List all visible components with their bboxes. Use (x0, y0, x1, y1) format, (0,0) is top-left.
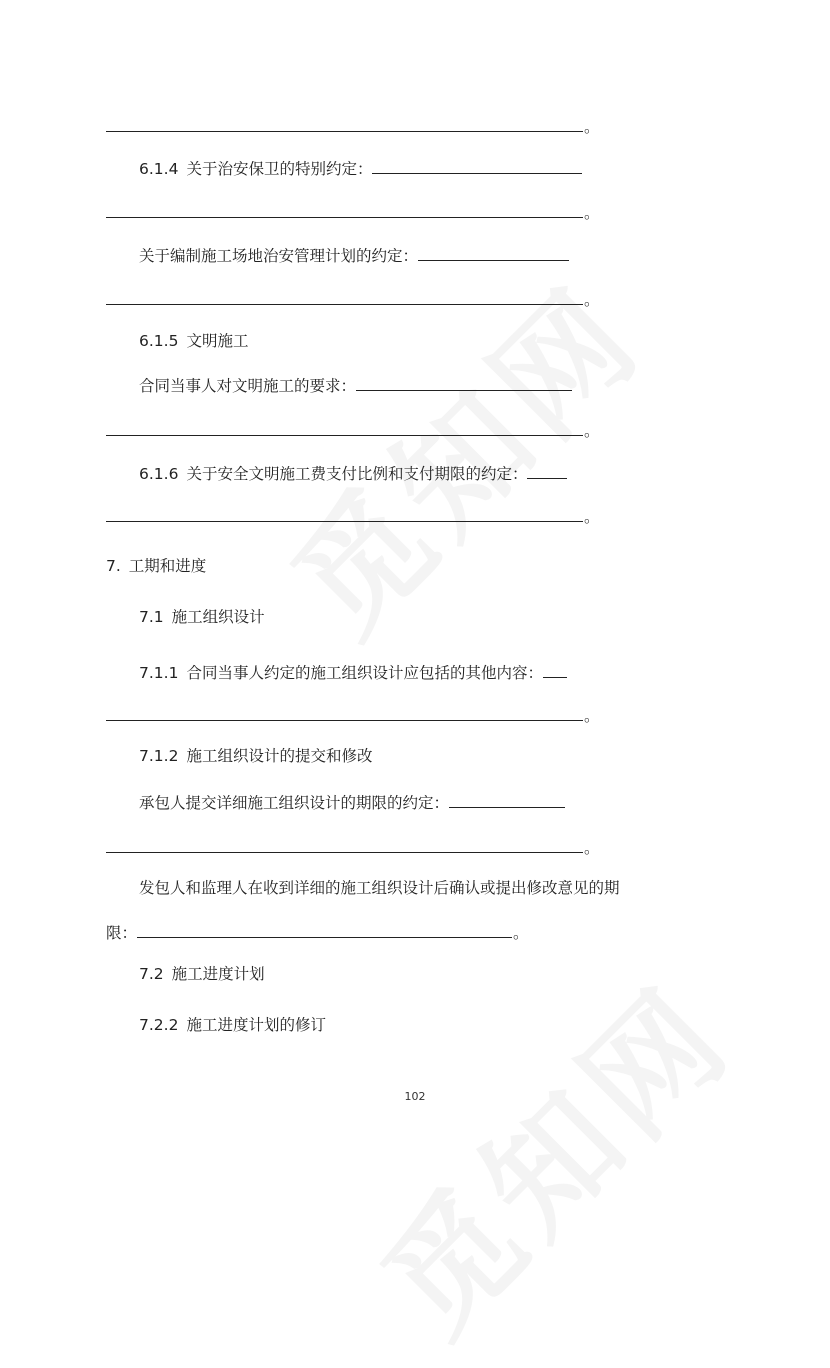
section-6-1-5: 6.1.5 文明施工 (139, 332, 249, 350)
underline-field[interactable] (106, 504, 583, 522)
watermark (335, 939, 764, 1368)
section-7-1-1: 7.1.1 合同当事人约定的施工组织设计应包括的其他内容： (139, 660, 567, 684)
blank-fill-line: 。 (106, 114, 600, 138)
section-7: 7. 工期和进度 (106, 557, 207, 575)
security-plan-clause: 关于编制施工场地治安管理计划的约定： (139, 243, 569, 267)
section-7-1-2: 7.1.2 施工组织设计的提交和修改 (139, 747, 373, 765)
blank-fill-line: 。 (106, 703, 600, 727)
section-7-2-2: 7.2.2 施工进度计划的修订 (139, 1016, 326, 1034)
section-6-1-4: 6.1.4 关于治安保卫的特别约定： (139, 156, 582, 180)
underline-field[interactable] (106, 114, 583, 132)
underline-field[interactable] (106, 418, 583, 436)
underline-field[interactable] (356, 373, 572, 391)
underline-field[interactable] (106, 835, 583, 853)
confirm-deadline-continuation: 限： 。 (106, 920, 529, 944)
underline-field[interactable] (372, 156, 582, 174)
confirm-deadline-clause: 发包人和监理人在收到详细的施工组织设计后确认或提出修改意见的期 (139, 879, 620, 897)
underline-field[interactable] (106, 703, 583, 721)
underline-field[interactable] (418, 243, 569, 261)
underline-field[interactable] (106, 200, 583, 218)
page-number: 102 (404, 1090, 426, 1103)
blank-fill-line: 。 (106, 504, 600, 528)
submit-deadline-clause: 承包人提交详细施工组织设计的期限的约定： (139, 790, 565, 814)
underline-field[interactable] (527, 461, 567, 479)
blank-fill-line: 。 (106, 418, 600, 442)
underline-field[interactable] (449, 790, 565, 808)
underline-field[interactable] (543, 660, 567, 678)
civil-requirement-clause: 合同当事人对文明施工的要求： (139, 373, 572, 397)
section-7-2: 7.2 施工进度计划 (139, 965, 265, 983)
section-6-1-6: 6.1.6 关于安全文明施工费支付比例和支付期限的约定： (139, 461, 567, 485)
blank-fill-line: 。 (106, 287, 600, 311)
blank-fill-line: 。 (106, 200, 600, 224)
blank-fill-line: 。 (106, 835, 600, 859)
underline-field[interactable] (137, 920, 512, 938)
section-7-1: 7.1 施工组织设计 (139, 608, 265, 626)
underline-field[interactable] (106, 287, 583, 305)
